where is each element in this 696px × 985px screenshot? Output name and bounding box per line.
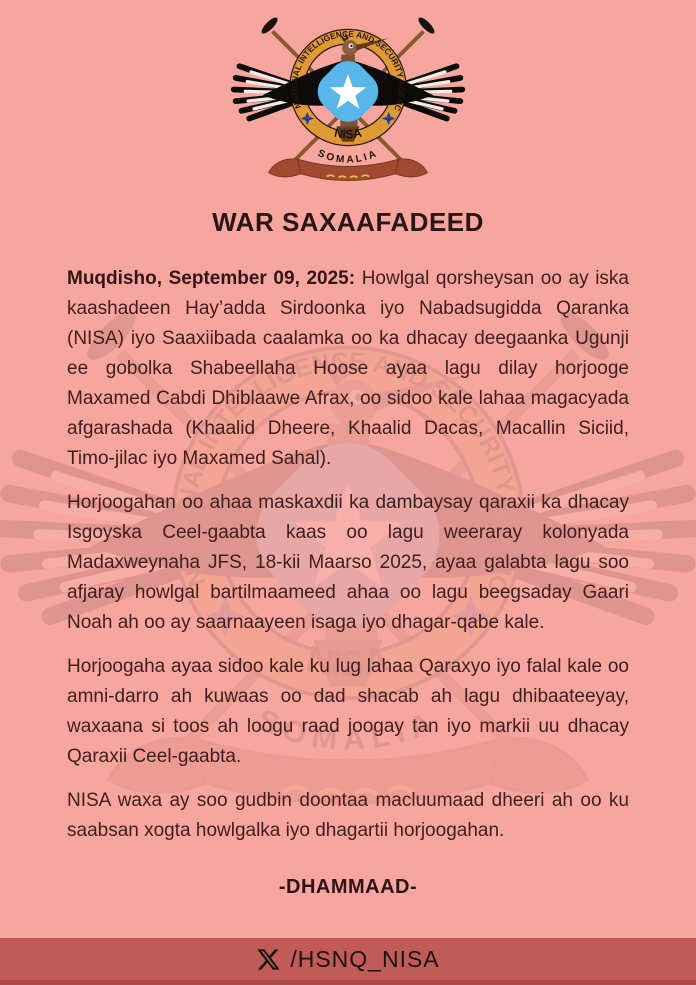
nisa-emblem — [222, 12, 474, 196]
page-title: WAR SAXAAFADEED — [212, 207, 484, 237]
paragraph-text: Horjoogahan oo ahaa maskaxdii ka dambaysay qaraxii ka dhacay Isgoyska Ceel-gaabta kaas oo lagu weeraray kolonyada Madaxweynaha JFS, 18-kii Maarso 2025, ayaa galabta lagu soo afjaray howlgal bartilmaameed ahaa oo lagu beegsaday Gaari Noah ah oo ay saarnaayeen isaga iyo dhagar-qabe kale. — [67, 492, 629, 633]
logo-container — [0, 0, 696, 201]
x-handle: /HSNQ_NISA — [290, 945, 440, 972]
end-mark: -DHAMMAAD- — [278, 876, 418, 898]
footer-bar — [0, 938, 696, 985]
paragraph-text: Horjoogaha ayaa sidoo kale ku lug lahaa Qaraxyo iyo falal kale oo amni-darro ah kuwaas oo dad shacab ah lagu dhibaateeyay, waxaana si toos ah loogu raad joogay tan iyo markii uu dhacay Qaraxii Ceel-gaabta. — [67, 656, 629, 767]
press-release-paragraph — [67, 264, 629, 474]
press-release-body — [0, 264, 696, 846]
press-release-paragraph — [67, 488, 629, 638]
x-logo-icon — [256, 947, 281, 972]
press-release-paragraph — [67, 652, 629, 772]
paragraph-text: NISA waxa ay soo gudbin doontaa macluumaad dheeri ah oo ku saabsan xogta howlgalka iyo dhagartii horjoogahan. — [67, 790, 629, 841]
press-release-paragraph — [67, 786, 629, 846]
paragraph-text: Howlgal qorsheysan oo ay iska kaashadeen Hay’adda Sirdoonka iyo Nabadsugidda Qaranka (NISA) iyo Saaxiibada caalamka oo ka dhacay deegaanka Ugunji ee gobolka Shabeellaha Hoose ayaa lagu dilay horjooge Maxamed Cabdi Dhiblaawe Afrax, oo sidoo kale lahaa magacyada afgarashada (Khaalid Dheere, Khaalid Dacas, Macallin Siciid, Timo-jilac iyo Maxamed Sahal). — [67, 268, 630, 469]
dateline: Muqdisho, September 09, 2025: — [67, 268, 356, 289]
